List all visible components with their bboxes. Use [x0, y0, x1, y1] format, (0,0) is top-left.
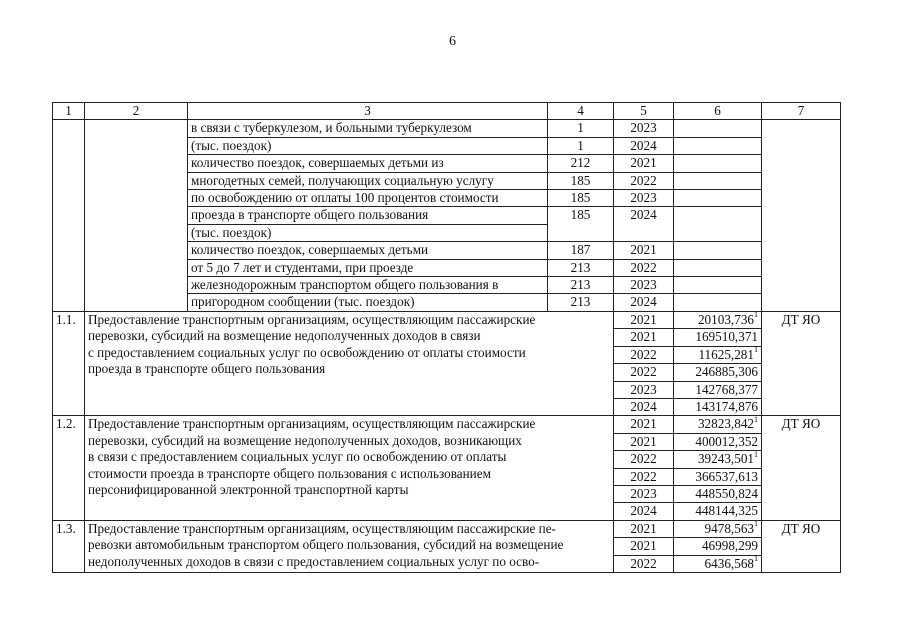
footnote-mark: 1	[754, 555, 758, 564]
item-year: 2021	[614, 311, 674, 328]
item-amount	[674, 381, 762, 398]
indicator-text: по освобождению от оплаты 100 процентов стоимости	[188, 190, 548, 207]
item-year: 2021	[614, 520, 674, 537]
indicator-value: 1	[548, 137, 614, 154]
amount-value: 143174,876	[695, 398, 758, 414]
item-executor: ДТ ЯО	[762, 416, 841, 520]
footnote-mark: 1	[754, 520, 758, 529]
item-row	[53, 311, 841, 328]
item-year: 2022	[614, 468, 674, 485]
amount-value: 6436,568	[704, 555, 754, 571]
amount-cell	[674, 277, 762, 294]
header-cell: 5	[614, 103, 674, 120]
amount-value: 142768,377	[695, 381, 758, 397]
description-line: в связи с предоставлением социальных услуг по освобождению от оплаты	[88, 449, 507, 465]
amount-value: 9478,563	[704, 520, 754, 536]
amount-value: 400012,352	[695, 433, 758, 449]
item-amount	[674, 468, 762, 485]
item-amount	[674, 555, 762, 572]
indicator-year: 2023	[614, 120, 674, 137]
item-executor: ДТ ЯО	[762, 311, 841, 415]
amount-cell	[674, 207, 762, 242]
indicator-text: в связи с туберкулезом, и больными туберкулезом	[188, 120, 548, 137]
indicator-value: 185	[548, 190, 614, 207]
item-description	[85, 311, 614, 415]
description-line: Предоставление транспортным организациям, осуществляющим пассажирские пе-	[88, 520, 556, 536]
indicator-year: 2024	[614, 137, 674, 154]
item-amount	[674, 416, 762, 433]
footnote-mark: 1	[754, 450, 758, 459]
amount-cell	[674, 120, 762, 137]
indicator-year: 2021	[614, 242, 674, 259]
description-line: ревозки автомобильным транспортом общего пользования, субсидий на возмещение	[88, 537, 564, 553]
indicator-value: 213	[548, 277, 614, 294]
description-line: недополученных доходов в связи с предоставлением социальных услуг по осво-	[88, 553, 540, 569]
amount-value: 246885,306	[695, 364, 758, 380]
amount-value: 11625,281	[698, 346, 754, 362]
indicator-value: 187	[548, 242, 614, 259]
item-executor: ДТ ЯО	[762, 520, 841, 572]
item-amount	[674, 311, 762, 328]
item-year: 2021	[614, 433, 674, 450]
indicator-text: (тыс. поездок)	[188, 137, 548, 154]
num-cell	[53, 120, 85, 311]
item-amount	[674, 364, 762, 381]
page-number: 6	[449, 34, 456, 49]
indicator-value: 213	[548, 294, 614, 311]
amount-cell	[674, 190, 762, 207]
footnote-mark: 1	[754, 346, 758, 355]
item-year: 2022	[614, 346, 674, 363]
item-year: 2022	[614, 555, 674, 572]
indicator-text: от 5 до 7 лет и студентами, при проезде	[188, 259, 548, 276]
item-amount	[674, 503, 762, 520]
header-cell: 7	[762, 103, 841, 120]
indicator-text: проезда в транспорте общего пользования	[188, 207, 548, 224]
item-amount	[674, 538, 762, 555]
indicator-value: 185	[548, 172, 614, 189]
indicator-value: 213	[548, 259, 614, 276]
amount-cell	[674, 294, 762, 311]
amount-value: 448550,824	[695, 485, 758, 501]
item-row	[53, 416, 841, 433]
executor-cell	[762, 120, 841, 311]
item-amount	[674, 433, 762, 450]
amount-cell	[674, 172, 762, 189]
footnote-mark: 1	[754, 415, 758, 424]
indicator-year: 2022	[614, 172, 674, 189]
item-row	[53, 520, 841, 537]
indicator-text: многодетных семей, получающих социальную услугу	[188, 172, 548, 189]
amount-value: 46998,299	[701, 538, 758, 554]
header-cell: 4	[548, 103, 614, 120]
item-year: 2024	[614, 503, 674, 520]
indicator-row	[53, 120, 841, 137]
indicator-year: 2024	[614, 207, 674, 242]
indicator-value: 1	[548, 120, 614, 137]
description-line: перевозки, субсидий на возмещение недополученных доходов в связи	[88, 328, 481, 344]
item-year: 2021	[614, 538, 674, 555]
item-number: 1.3.	[53, 520, 85, 572]
amount-value: 20103,736	[697, 311, 754, 327]
item-year: 2023	[614, 485, 674, 502]
indicator-text: пригородном сообщении (тыс. поездок)	[188, 294, 548, 311]
header-cell: 2	[85, 103, 188, 120]
blank-cell	[85, 120, 188, 311]
description-line: проезда в транспорте общего пользования	[88, 361, 326, 377]
amount-cell	[674, 155, 762, 172]
amount-value: 32823,842	[697, 416, 754, 432]
program-table	[52, 102, 841, 573]
item-year: 2024	[614, 398, 674, 415]
indicator-year: 2024	[614, 294, 674, 311]
indicator-text: железнодорожным транспортом общего пользования в	[188, 277, 548, 294]
description-line: персонифицированной электронной транспортной карты	[88, 481, 409, 497]
item-amount	[674, 346, 762, 363]
item-number: 1.2.	[53, 416, 85, 520]
item-amount	[674, 398, 762, 415]
item-amount	[674, 329, 762, 346]
indicator-value: 185	[548, 207, 614, 242]
indicator-year: 2023	[614, 277, 674, 294]
description-line: перевозки, субсидий на возмещение недополученных доходов, возникающих	[88, 432, 522, 448]
indicator-text: количество поездок, совершаемых детьми из	[188, 155, 548, 172]
item-amount	[674, 451, 762, 468]
amount-cell	[674, 259, 762, 276]
item-description	[85, 416, 614, 520]
item-number: 1.1.	[53, 311, 85, 415]
indicator-year: 2023	[614, 190, 674, 207]
amount-value: 366537,613	[695, 468, 758, 484]
header-cell: 3	[188, 103, 548, 120]
description-line: Предоставление транспортным организациям, осуществляющим пассажирские	[88, 311, 536, 327]
item-year: 2021	[614, 416, 674, 433]
item-amount	[674, 520, 762, 537]
amount-value: 39243,501	[697, 451, 754, 467]
amount-value: 169510,371	[695, 329, 758, 345]
indicator-text: количество поездок, совершаемых детьми	[188, 242, 548, 259]
indicator-text: (тыс. поездок)	[188, 224, 548, 241]
item-year: 2022	[614, 364, 674, 381]
amount-value: 448144,325	[695, 503, 758, 519]
footnote-mark: 1	[754, 311, 758, 320]
item-amount	[674, 485, 762, 502]
item-year: 2021	[614, 329, 674, 346]
header-cell: 1	[53, 103, 85, 120]
description-line: Предоставление транспортным организациям, осуществляющим пассажирские	[88, 416, 536, 432]
item-description	[85, 520, 614, 572]
amount-cell	[674, 242, 762, 259]
description-line: с предоставлением социальных услуг по освобождению от оплаты стоимости	[88, 344, 526, 360]
indicator-year: 2021	[614, 155, 674, 172]
indicator-value: 212	[548, 155, 614, 172]
header-cell: 6	[674, 103, 762, 120]
item-year: 2023	[614, 381, 674, 398]
item-year: 2022	[614, 451, 674, 468]
amount-cell	[674, 137, 762, 154]
header-row	[53, 103, 841, 120]
description-line: стоимости проезда в транспорте общего пользования с использованием	[88, 465, 491, 481]
indicator-year: 2022	[614, 259, 674, 276]
